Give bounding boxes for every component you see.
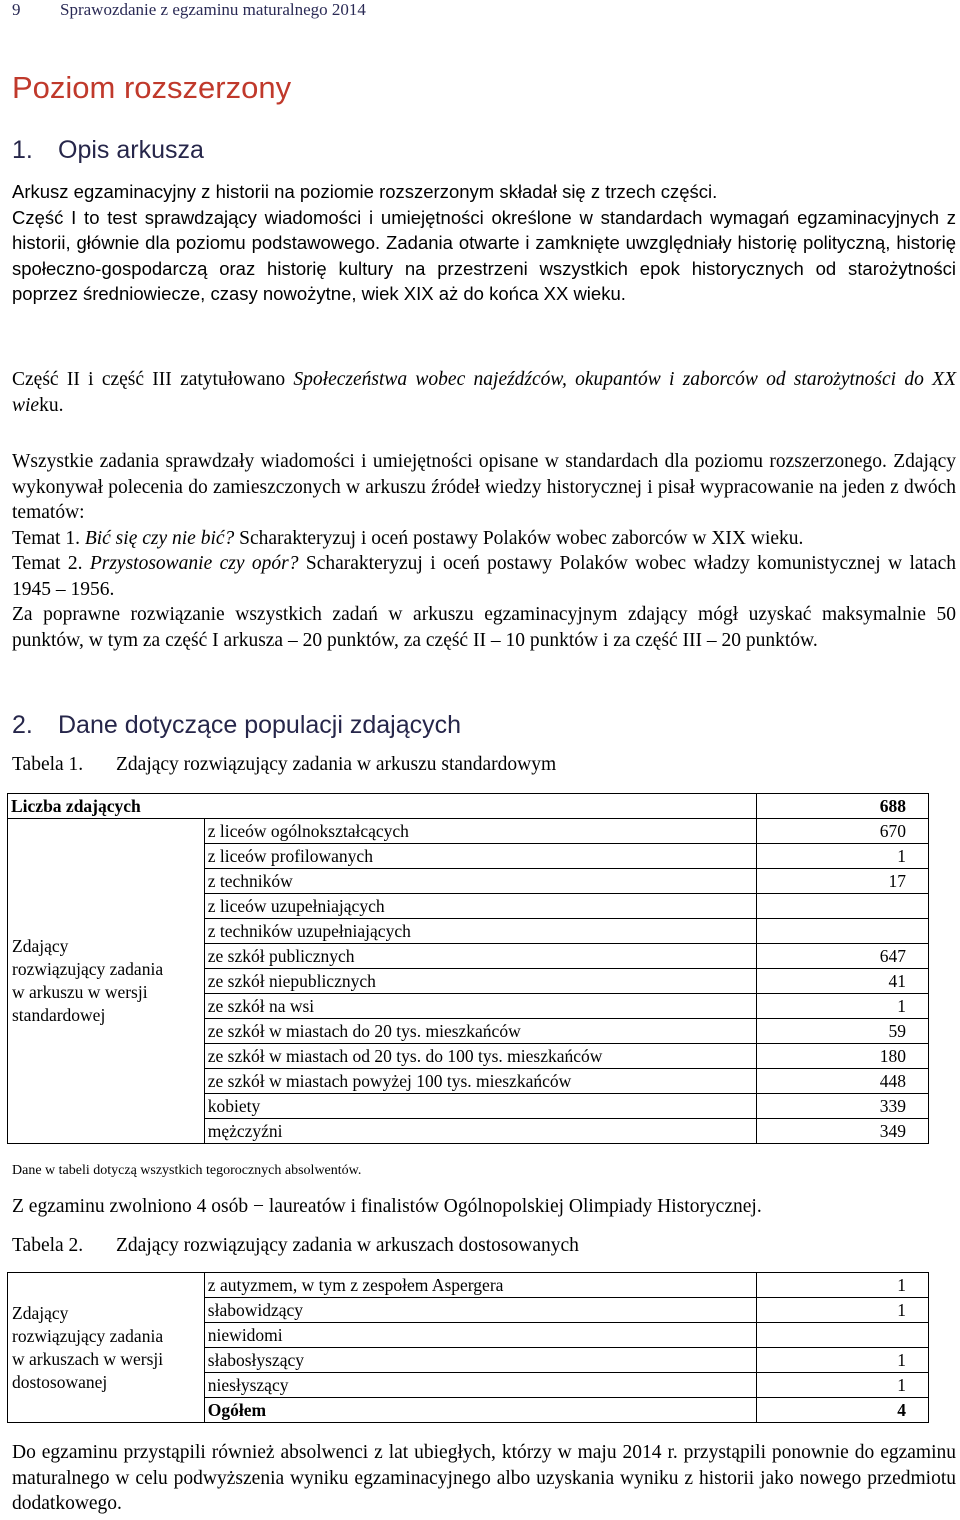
table-1-label: Tabela 1. [12,754,84,775]
header-title: Sprawozdanie z egzaminu maturalnego 2014 [60,0,366,19]
row-value: 1 [757,1298,929,1323]
row-value [757,919,929,944]
row-header-line: w arkuszach w wersji [12,1348,164,1369]
row-value: 180 [757,1044,929,1069]
paragraph-parts [12,367,956,418]
table-1-row-header [8,819,205,1144]
paragraph-parts-title: Społeczeństwa wobec najeźdźców, okupantów i zaborców od starożytności do XX wie [12,369,956,416]
row-value: 448 [757,1069,929,1094]
table-1-caption [12,754,556,776]
paragraph-tasks-intro [12,449,956,526]
topic-2 [12,551,956,602]
tasks-intro-b: Zdający wykonywał polecenia do zamieszczonych w arkuszu źródeł wiedzy historycznej i pisał wypracowanie na jeden z dwóch tematów: [12,451,956,523]
row-value: 41 [757,969,929,994]
row-label: słabowidzący [204,1298,756,1323]
table-1-note: Dane w tabeli dotyczą wszystkich tegorocznych absolwentów. [12,1163,362,1178]
section-2-title: Dane dotyczące populacji zdających [58,711,462,739]
topic-1 [12,526,956,552]
topic-2-text: Scharakteryzuj i oceń postawy Polaków wobec władzy komunistycznej w latach 1945 – 1956. [12,553,956,600]
row-value: 349 [757,1119,929,1144]
paragraph-description [12,179,956,307]
topic-2-label: Temat 2. [12,553,90,574]
row-header-line: dostosowanej [12,1371,108,1392]
row-label: słabosłyszący [204,1348,756,1373]
table-2-label: Tabela 2. [12,1235,84,1256]
row-value: 1 [757,1273,929,1298]
row-label: ze szkół w miastach od 20 tys. do 100 tys. mieszkańców [204,1044,757,1069]
topic-1-text: Scharakteryzuj i oceń postawy Polaków wobec zaborców w XIX wieku. [234,527,804,549]
row-value: 1 [757,844,929,869]
row-value: 59 [757,1019,929,1044]
paragraph-previous-years: Do egzaminu przystąpili również absolwenci z lat ubiegłych, którzy w maju 2014 r. przystąpili ponownie do egzaminu maturalnego w celu podwyższenia wyniku egzaminacyjnego albo uzyskania wyniku z historii jako nowego przedmiotu dodatkowego. [12,1442,956,1514]
tasks-intro-a: Wszystkie zadania sprawdzały wiadomości i umiejętności opisane w standardach dla poziomu rozszerzonego. [12,451,894,472]
row-value: 1 [757,1373,929,1398]
row-label: z liceów uzupełniających [204,894,757,919]
section-2-number: 2. [12,711,33,739]
table-1-total-label: Liczba zdających [8,794,757,819]
table-1 [7,793,929,1144]
row-value: 1 [757,1348,929,1373]
row-label: ze szkół w miastach powyżej 100 tys. mieszkańców [204,1069,757,1094]
row-label: ze szkół publicznych [204,944,757,969]
paragraph-description-body: Część I to test sprawdzający wiadomości i umiejętności określone w standardach wymagań egzaminacyjnych z historii, głównie dla poziomu podstawowego. Zadania otwarte i zamknięte uwzględniały historię polityczną, historię społeczno-gospodarczą oraz historię kultury na przestrzeni wszystkich epok historycznych od starożytności poprzez średniowiecze, czasy nowożytne, wiek XIX aż do końca XX wieku. [12,206,956,304]
level-title: Poziom rozszerzony [12,70,292,105]
row-label: z techników [204,869,757,894]
row-label: niewidomi [204,1323,756,1348]
row-value [757,1323,929,1348]
topic-1-label: Temat 1. [12,527,85,549]
row-label: Ogółem [204,1398,756,1423]
section-1-number: 1. [12,136,33,164]
row-label: z autyzmem, w tym z zespołem Aspergera [204,1273,756,1298]
row-header-line: Zdający [12,936,69,956]
table-row [8,1273,929,1298]
row-label: niesłyszący [204,1373,756,1398]
row-value: 1 [757,994,929,1019]
table-2-caption [12,1235,579,1257]
row-value: 339 [757,1094,929,1119]
row-value: 17 [757,869,929,894]
table-2-row-header [8,1273,205,1423]
table-2 [7,1272,929,1423]
paragraph-tasks [12,449,956,653]
paragraph-description-line1: Arkusz egzaminacyjny z historii na poziomie rozszerzonym składał się z trzech części. [12,181,718,202]
exempt-text: Z egzaminu zwolniono 4 osób − laureatów i finalistów Ogólnopolskiej Olimpiady Historycznej. [12,1196,762,1217]
scoring-text: Za poprawne rozwiązanie wszystkich zadań w arkuszu egzaminacyjnym zdający mógł uzyskać maksymalnie 50 punktów, w tym za część I arkusza – 20 punktów, za część II – 10 punktów i za część III – 20 punktów. [12,604,956,651]
row-label: z liceów profilowanych [204,844,757,869]
topic-2-title: Przystosowanie czy opór? [89,553,299,574]
row-label: ze szkół na wsi [204,994,757,1019]
row-header-line: rozwiązujący zadania [12,959,164,979]
table-1-total-row [8,794,929,819]
row-value: 670 [757,819,929,844]
paragraph-parts-text: Część II i część III zatytułowano [12,369,294,390]
paragraph-parts-end: ku. [39,394,64,416]
page-header [12,0,366,20]
row-header-line: standardowej [12,1005,106,1025]
table-2-title: Zdający rozwiązujący zadania w arkuszach dostosowanych [116,1235,579,1256]
table-1-title: Zdający rozwiązujący zadania w arkuszu standardowym [116,754,557,775]
row-label: z techników uzupełniających [204,919,757,944]
section-1-heading [12,136,204,165]
row-label: ze szkół niepublicznych [204,969,757,994]
row-header-line: w arkuszu w wersji [12,982,148,1002]
row-value: 647 [757,944,929,969]
section-2-heading [12,711,461,740]
row-label: kobiety [204,1094,757,1119]
table-row [8,819,929,844]
row-label: mężczyźni [204,1119,757,1144]
row-value: 4 [757,1398,929,1423]
row-header-line: rozwiązujący zadania [12,1325,164,1346]
table-1-total-value: 688 [757,794,929,819]
row-label: z liceów ogólnokształcących [204,819,757,844]
row-value [757,894,929,919]
section-1-title: Opis arkusza [58,136,204,164]
page-number: 9 [12,0,21,19]
row-header-line: Zdający [12,1302,69,1323]
row-label: ze szkół w miastach do 20 tys. mieszkańców [204,1019,757,1044]
topic-1-title: Bić się czy nie bić? [84,527,235,549]
